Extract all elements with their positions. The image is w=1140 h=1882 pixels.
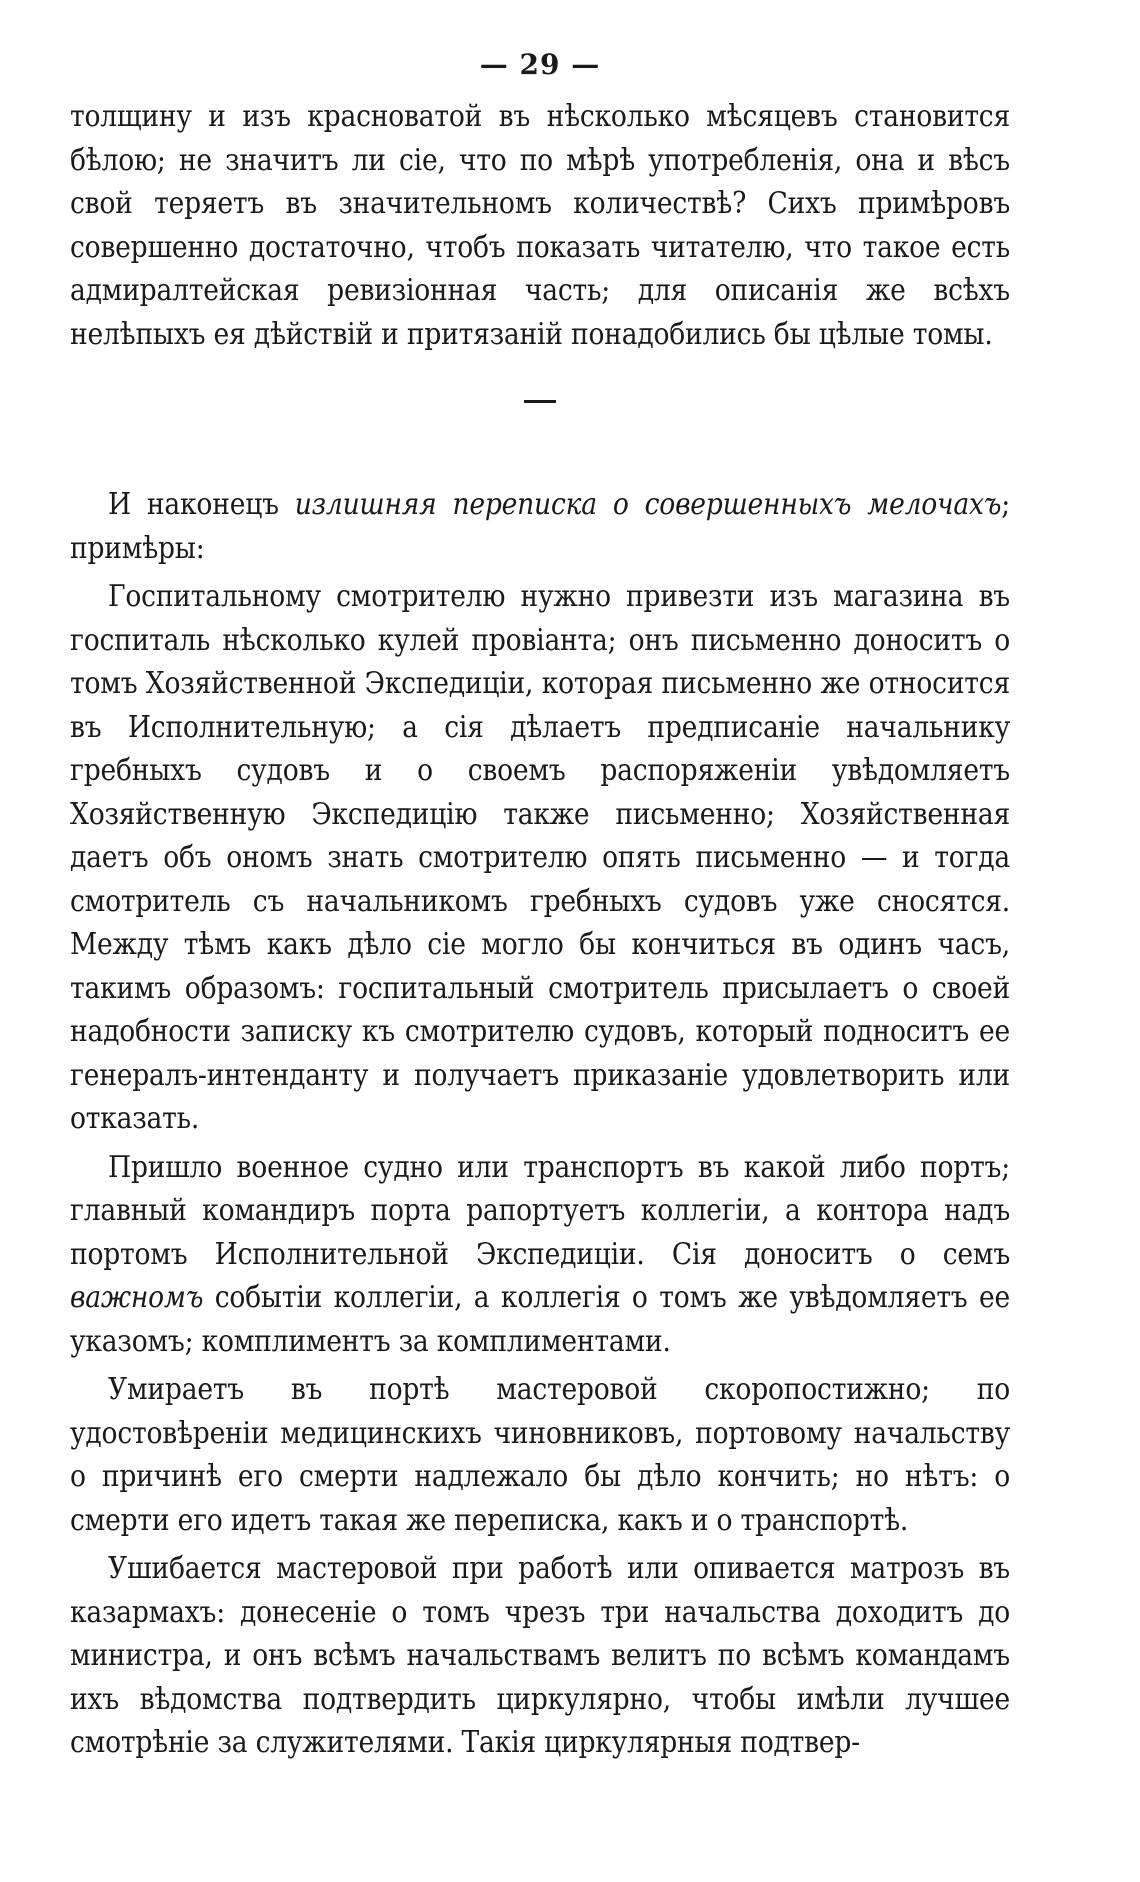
- ship-arrival-text-end: событіи коллегіи, а коллегія о томъ же увѣдомляетъ ее указомъ; комплиментъ за комплиментами.: [70, 1280, 1010, 1358]
- paragraph-ship-arrival: [70, 1146, 1010, 1364]
- section-revision: [70, 95, 1010, 356]
- book-page: [70, 48, 1010, 1765]
- page-number: — 29 —: [479, 48, 601, 81]
- paragraph-intro: [70, 483, 1010, 570]
- ship-arrival-italic-word: важномъ: [70, 1280, 204, 1314]
- ship-arrival-text-start: Пришло военное судно или транспортъ въ какой либо портъ; главный командиръ порта рапортуетъ коллегіи, а контора надъ портомъ Исполнительной Экспедиціи. Сія доноситъ о семъ: [70, 1149, 1010, 1271]
- paragraph-revision-end: толщину и изъ красноватой въ нѣсколько мѣсяцевъ становится бѣлою; не значитъ ли сіе, что по мѣрѣ употребленія, она и вѣсъ свой теряетъ въ значительномъ количествѣ? Сихъ примѣровъ совершенно достаточно, чтобъ показать читателю, что такое есть адмиралтейская ревизіонная часть; для описанія же всѣхъ нелѣпыхъ ея дѣйствій и притязаній понадобились бы цѣлые томы.: [70, 99, 1010, 351]
- intro-text-end: ; примѣры:: [70, 487, 1010, 565]
- section-correspondence: [70, 483, 1010, 1765]
- paragraph-worker-death: Умираетъ въ портѣ мастеровой скоропостижно; по удостовѣреніи медицинскихъ чиновниковъ, портовому начальству о причинѣ его смерти надлежало бы дѣло кончить; но нѣтъ: о смерти его идетъ такая же переписка, какъ и о транспортѣ.: [70, 1372, 1010, 1537]
- paragraph-hospital: Госпитальному смотрителю нужно привезти изъ магазина въ госпиталь нѣсколько кулей провіанта; онъ письменно доноситъ о томъ Хозяйственной Экспедиціи, которая письменно же относится въ Исполнительную; а сія дѣлаетъ предписаніе начальнику гребныхъ судовъ и о своемъ распоряженіи увѣдомляетъ Хозяйственную Экспедицію также письменно; Хозяйственная даетъ объ ономъ знать смотрителю опять письменно — и тогда смотритель съ начальникомъ гребныхъ судовъ уже сносятся. Между тѣмъ какъ дѣло сіе могло бы кончиться въ одинъ часъ, такимъ образомъ: госпитальный смотритель присылаетъ о своей надобности записку къ смотрителю судовъ, который подноситъ ее генералъ-интенданту и получаетъ приказаніе удовлетворить или отказать.: [70, 579, 1010, 1135]
- intro-text-start: И наконецъ: [108, 487, 295, 521]
- intro-italic-phrase: излишняя переписка о совершенныхъ мелочахъ: [294, 487, 1002, 521]
- paragraph-worker-injury: Ушибается мастеровой при работѣ или опивается матрозъ въ казармахъ: донесеніе о томъ чрезъ три начальства доходитъ до министра, и онъ всѣмъ начальствамъ велитъ по всѣмъ командамъ ихъ вѣдомства подтвердить циркулярно, чтобы имѣли лучшее смотрѣніе за служителями. Такія циркулярныя подтвер-: [70, 1551, 1010, 1759]
- section-separator: [524, 400, 556, 403]
